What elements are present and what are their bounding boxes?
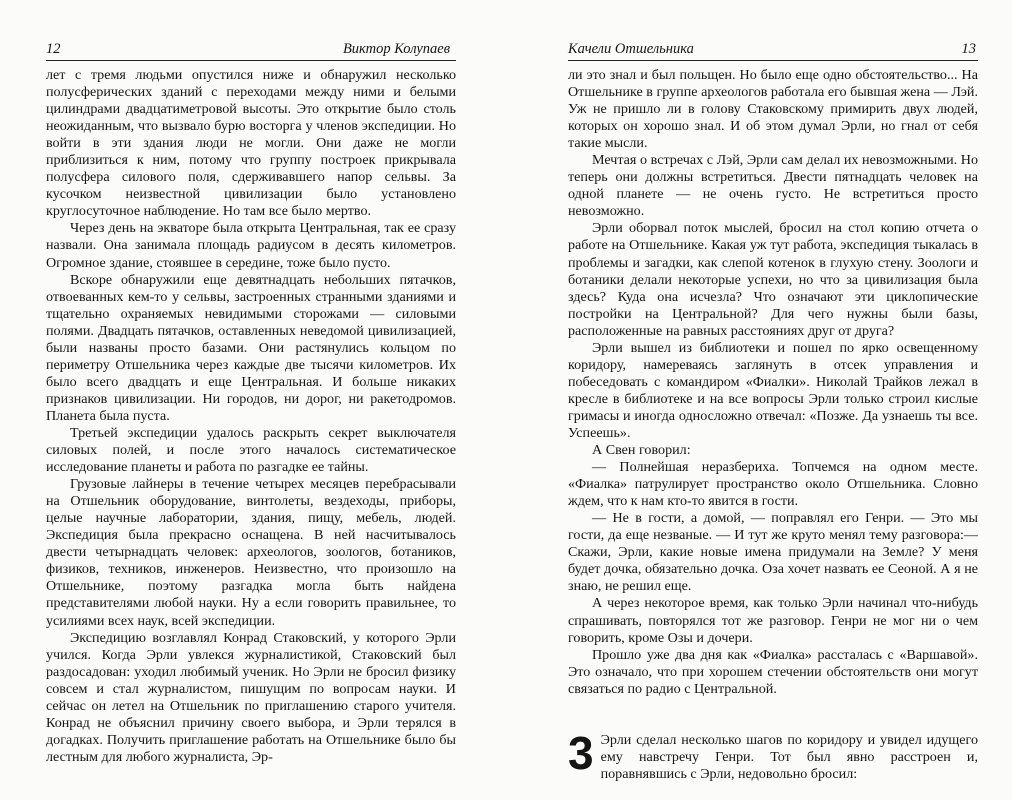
right-running-head [568,38,978,61]
paragraph: Третьей экспедиции удалось раскрыть секрет выключателя силовых полей, и после этого началось систематическое исследование планеты и работа по разгадке ее тайны. [46,424,456,476]
left-body-text [46,67,456,766]
paragraph: Вскоре обнаружили еще девятнадцать небольших пятачков, отвоеванных кем-то у сельвы, застроенных странными зданиями и тщательно охраняемых невидимыми сторожами — силовыми полями. Двадцать пятачков, оставленных неведомой цивилизацией, были названы просто базами. Они растянулись кольцом по периметру Отшельника через каждые две тысячи километров. Их было всего двадцать и еще Центральная. И больше никаких признаков цивилизации. Ни городов, ни дорог, ни ракетодромов. Планета была пуста. [46,271,456,424]
paragraph: Эрли оборвал поток мыслей, бросил на стол копию отчета о работе на Отшельнике. Какая уж тут работа, экспедиция тыкалась в проблемы и загадки, как слепой котенок в глухую стену. Зоологи и ботаники делали некоторые успехи, но что за цивилизация была здесь? Куда она исчезла? Что означают эти циклопические постройки на Центральной? Для чего нужны были базы, расположенные на равных расстояниях друг от друга? [568,220,978,339]
paragraph: — Не в гости, а домой, — поправлял его Генри. — Это мы гости, да еще незваные. — И тут же круто менял тему разговора:— Скажи, Эрли, какие новые имена придумали на Земле? У меня будет дочка, обязательно дочка. Оза хочет назвать ее Сеоной. А я не знаю, не решил еще. [568,510,978,595]
chapter-opening [568,726,978,783]
paragraph: ли это знал и был польщен. Но было еще одно обстоятельство... На Отшельнике в группе археологов работала его бывшая жена — Лэй. Уж не пришло ли в голову Стаковскому примирить двух людей, которых он хорошо знал. И об этом думал Эрли, но гнал от себя такие мысли. [568,67,978,152]
paragraph: Через день на экваторе была открыта Центральная, так ее сразу назвали. Она занимала площадь радиусом в десять километров. Огромное здание, стоявшее в середине, тоже было пусто. [46,220,456,271]
paragraph: Эрли вышел из библиотеки и пошел по ярко освещенному коридору, намереваясь заглянуть в отсек управления и побеседовать с командиром «Фиалки». Николай Трайков лежал в кресле в библиотеке и на все вопросы Эрли только строил кислые гримасы и иногда односложно отвечал: «Позже. Да узнаешь ты все. Успеешь». [568,339,978,441]
paragraph: Прошло уже два дня как «Фиалка» рассталась с «Варшавой». Это означало, что при хорошем стечении обстоятельств они могут связаться по радио с Центральной. [568,646,978,697]
paragraph: лет с тремя людьми опустился ниже и обнаружил несколько полусферических зданий с переходами между ними и белыми цилиндрами двадцатиметровой высоты. Это открытие было столь неожиданным, что вызвало бурю восторга у членов экспедиции. Но войти в эти здания люди не могли. Они даже не могли приблизиться к ним, потому что группу построек прикрывала полусфера силового поля, сдерживавшего напор сельвы. За кусочком неизвестной цивилизации было установлено круглосуточное наблюдение. Но там все было мертво. [46,67,456,220]
right-running-title: Качели Отшельника [568,41,694,57]
right-page-number: 13 [961,41,976,57]
left-running-head [46,38,456,61]
paragraph: А через некоторое время, как только Эрли начинал что-нибудь спрашивать, повторялся тот же разговор. Генри не мог ни о чем говорить, кроме Озы и дочери. [568,595,978,646]
section-break [568,698,978,732]
right-page [568,38,978,782]
paragraph: — Полнейшая неразбериха. Топчемся на одном месте. «Фиалка» патрулирует пространство около Отшельника. Словно ждем, что к нам кто-то явится в гости. [568,459,978,510]
right-body-text [568,67,978,783]
left-page-number: 12 [46,41,61,57]
paragraph: А Свен говорил: [592,442,691,459]
chapter-opening-text: Эрли сделал несколько шагов по коридору и увидел идущего ему навстречу Генри. Тот был явно расстроен и, поравнявшись с Эрли, недовольно бросил: [600,731,978,782]
paragraph: Экспедицию возглавлял Конрад Стаковский, у которого Эрли учился. Когда Эрли увлекся журналистикой, Стаковский был раздосадован: уходил любимый ученик. Но Эрли не бросил физику совсем и стал журналистом, пишущим по вопросам науки. И сейчас он летел на Отшельник по приглашению старого учителя. Конрад не объяснил причину своего выбора, и Эрли терялся в догадках. Получить приглашение работать на Отшельнике было бы лестным для любого журналиста, Эр- [46,629,456,765]
left-running-title: Виктор Колупаев [342,41,450,57]
paragraph: Мечтая о встречах с Лэй, Эрли сам делал их невозможными. Но теперь они должны встретиться. Двести пятнадцать человек на одной планете — не очень густо. Не встретиться просто невозможно. [568,152,978,220]
left-page [46,38,456,778]
paragraph: Грузовые лайнеры в течение четырех месяцев перебрасывали на Отшельник оборудование, винтолеты, вездеходы, приборы, целые научные лаборатории, здания, пищу, мебель, людей. Экспедиция была прекрасно оснащена. В ней насчитывалось двести четырнадцать человек: археологов, зоологов, ботаников, физиков, техников, инженеров. Неизвестно, что произошло на Отшельнике, поэтому разгадка могла быть найдена представителями любой науки. Ну а если говорить правильнее, то усилиями всех наук, всей экспедиции. [46,476,456,629]
chapter-number-dropcap: 3 [568,726,594,779]
